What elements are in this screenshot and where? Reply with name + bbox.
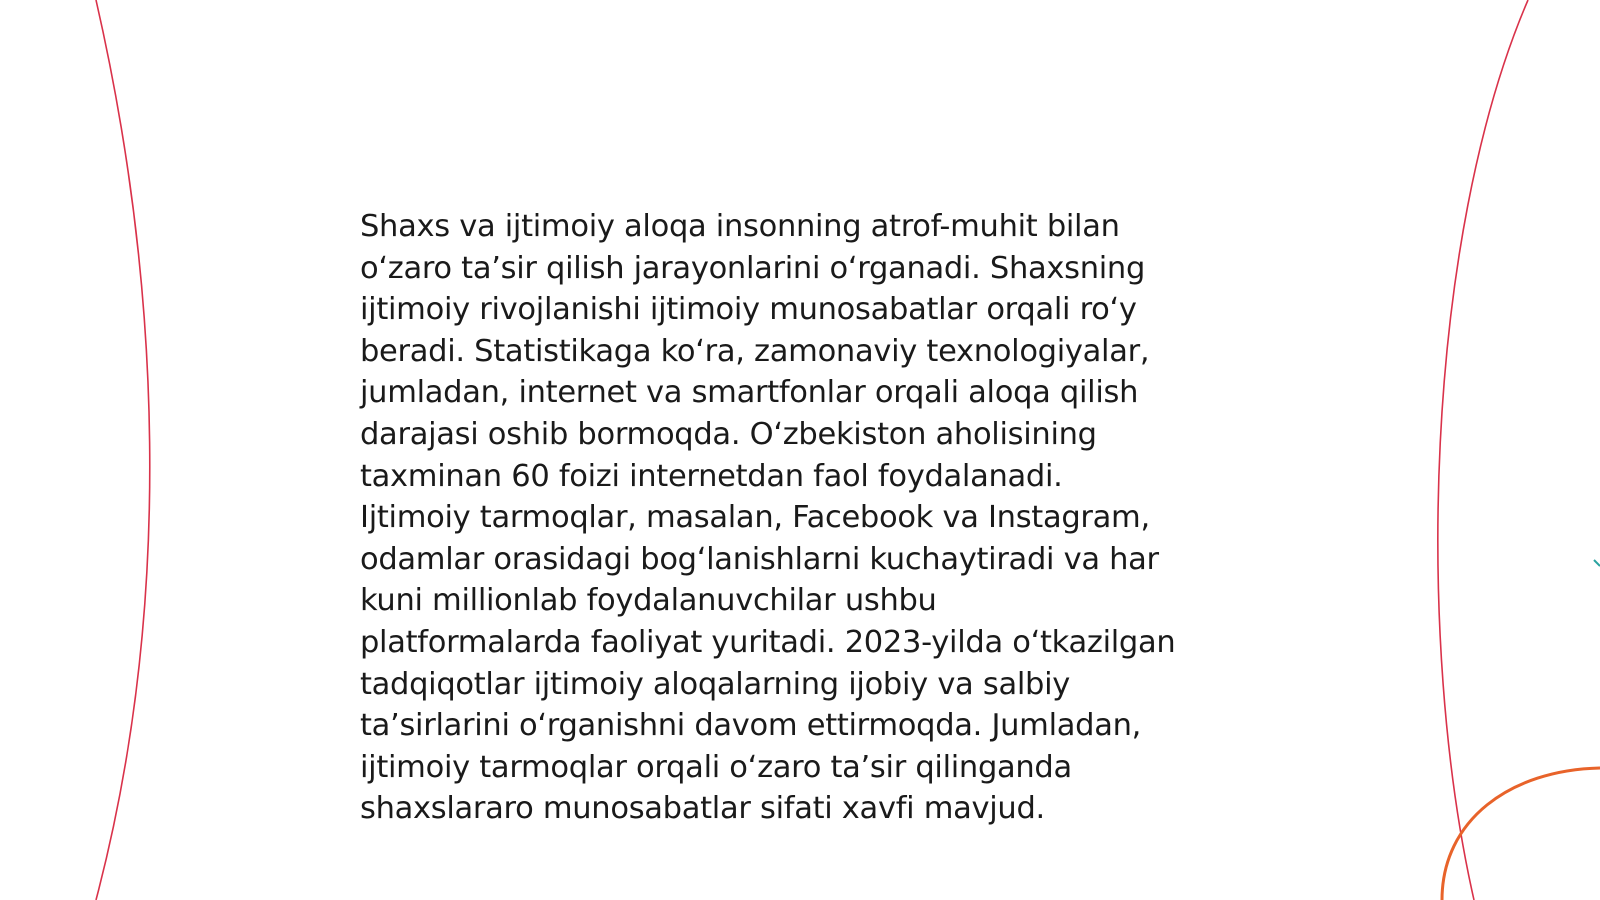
right-red-arc xyxy=(1438,0,1528,900)
left-red-arc xyxy=(96,0,150,900)
teal-accent-mark xyxy=(1594,560,1600,566)
orange-circle-arc xyxy=(1442,768,1600,900)
body-paragraph: Shaxs va ijtimoiy aloqa insonning atrof-muhit bilan o‘zaro ta’sir qilish jarayonlarini o‘rganadi. Shaxsning ijtimoiy rivojlanishi ijtimoiy munosabatlar orqali ro‘y beradi. Statistikaga ko‘ra, zamonaviy texnologiyalar, jumladan, internet va smartfonlar orqali aloqa qilish darajasi oshib bormoqda. O‘zbekiston aholisining taxminan 60 foizi internetdan faol foydalanadi. Ijtimoiy tarmoqlar, masalan, Facebook va Instagram, odamlar orasidagi bog‘lanishlarni kuchaytiradi va har kuni millionlab foydalanuvchilar ushbu platformalarda faoliyat yuritadi. 2023-yilda o‘tkazilgan tadqiqotlar ijtimoiy aloqalarning ijobiy va salbiy ta’sirlarini o‘rganishni davom ettirmoqda. Jumladan, ijtimoiy tarmoqlar orqali o‘zaro ta’sir qilinganda shaxslararo munosabatlar sifati xavfi mavjud. xyxy=(360,209,1176,827)
